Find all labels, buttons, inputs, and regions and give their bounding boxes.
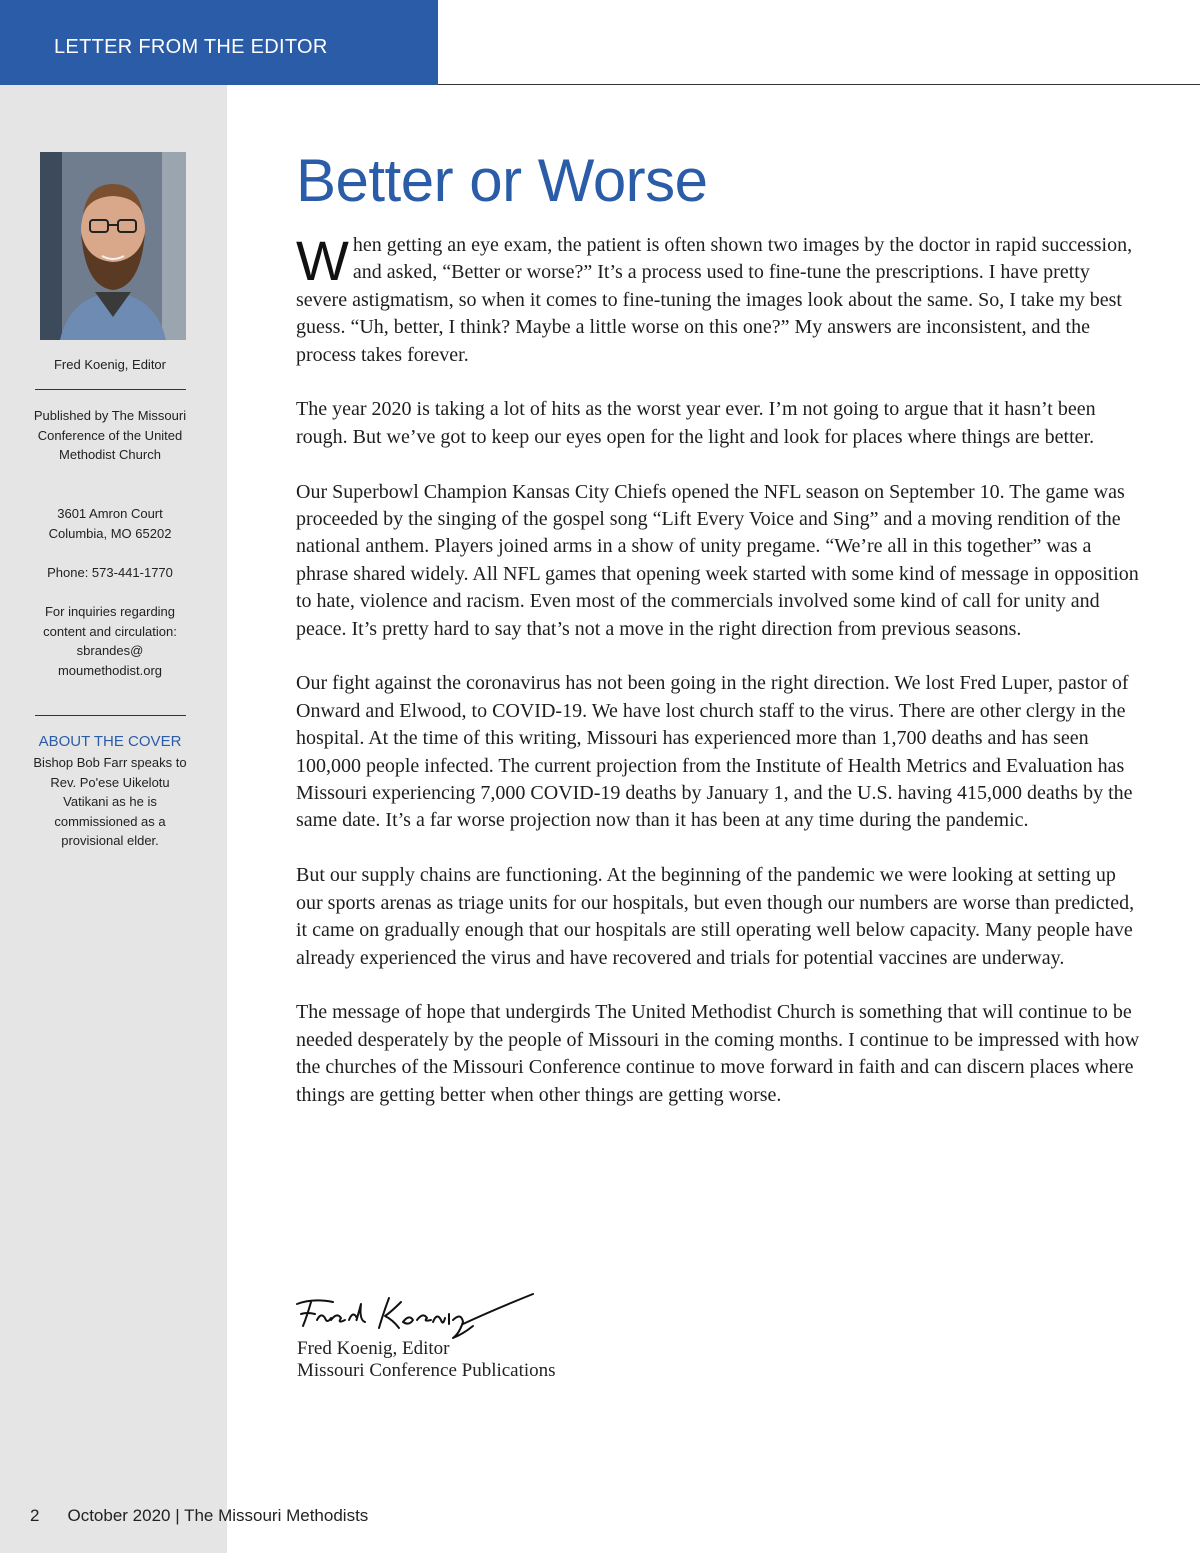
section-header <box>0 0 438 85</box>
paragraph-text: hen getting an eye exam, the patient is often shown two images by the doctor in rapid succession, and asked, “Better or worse?” It’s a process used to fine-tune the prescriptions. I have pretty severe astigmatism, so when it comes to fine-tuning the images look about the same. So, I take my best guess. “Uh, better, I think? Maybe a little worse on this one?” My answers are inconsistent, and the process takes forever. <box>296 234 1133 366</box>
sidebar-divider <box>35 389 186 390</box>
issue-date: October 2020 <box>67 1506 171 1525</box>
inquiries-contact: For inquiries regarding content and circulation: sbrandes@ moumethodist.org <box>43 604 177 678</box>
editor-photo <box>40 152 186 340</box>
publication-name: The Missouri Methodists <box>184 1506 369 1525</box>
article-paragraph: Our Superbowl Champion Kansas City Chiefs opened the NFL season on September 10. The game was proceeded by the singing of the gospel song “Lift Every Voice and Sing” and a moving rendition of the national anthem. Players joined arms in a show of unity pregame. “We’re all in this together” was a phrase shared widely. All NFL games that opening week started with some kind of message in opposition to hate, violence and racism. Even most of the commercials involved some kind of call for unity and peace. It’s pretty hard to say that’s not a move in the right direction from previous seasons. <box>296 480 1139 640</box>
article-paragraph: Our fight against the coronavirus has not been going in the right direction. We lost Fred Luper, pastor of Onward and Elwood, to COVID-19. We have lost church staff to the virus. There are other clergy in the hospital. At the time of this writing, Missouri has experienced more than 1,700 deaths and has seen 100,000 people infected. The current projection from the Institute of Health Metrics and Evaluation has Missouri experiencing 7,000 COVID-19 deaths by January 1, and the U.S. having 415,000 deaths by the same date. It’s a far worse projection now than it has been at any time during the pandemic. <box>296 672 1133 832</box>
address-line: 3601 Amron Court <box>57 506 163 521</box>
header-rule <box>438 84 1200 85</box>
photo-caption: Fred Koenig, Editor <box>53 357 166 372</box>
drop-cap: W <box>296 229 349 292</box>
publisher-info: Published by The Missouri Conference of the United Methodist Church <box>33 408 187 463</box>
about-cover-text: Bishop Bob Farr speaks to Rev. Po'ese Uikelotu Vatikani as he is commissioned as a provisional elder. <box>33 755 187 849</box>
page-footer <box>30 1506 368 1526</box>
footer-separator: | <box>175 1506 180 1525</box>
signature-name: Fred Koenig, Editor <box>297 1338 450 1359</box>
phone-number: Phone: 573-441-1770 <box>47 565 173 580</box>
article-title: Better or Worse <box>296 147 708 214</box>
section-label: LETTER FROM THE EDITOR <box>54 36 328 58</box>
article-body <box>296 229 1140 1136</box>
signature-title: Missouri Conference Publications <box>297 1360 556 1381</box>
page-number: 2 <box>30 1506 40 1525</box>
address-line: Columbia, MO 65202 <box>48 526 172 541</box>
sidebar-divider <box>35 715 186 716</box>
about-cover-heading: ABOUT THE COVER <box>38 733 182 750</box>
article-paragraph: The message of hope that undergirds The United Methodist Church is something that will continue to be needed desperately by the people of Missouri in the coming months. I continue to be impressed with how the churches of the Missouri Conference continue to move forward in faith and can discern places where things are getting better when other things are getting worse. <box>296 1001 1140 1106</box>
article-paragraph <box>296 229 1140 369</box>
article-paragraph: But our supply chains are functioning. At the beginning of the pandemic we were looking at setting up our sports arenas as triage units for our hospitals, but even though our numbers are worse than predicted, it came on gradually enough that our hospitals are still operating well below capacity. Many people have already experienced the virus and have recovered and trials for potential vaccines are underway. <box>296 864 1135 969</box>
article-paragraph: The year 2020 is taking a lot of hits as the worst year ever. I’m not going to argue that it hasn’t been rough. But we’ve got to keep our eyes open for the light and look for places where things are better. <box>296 398 1096 448</box>
